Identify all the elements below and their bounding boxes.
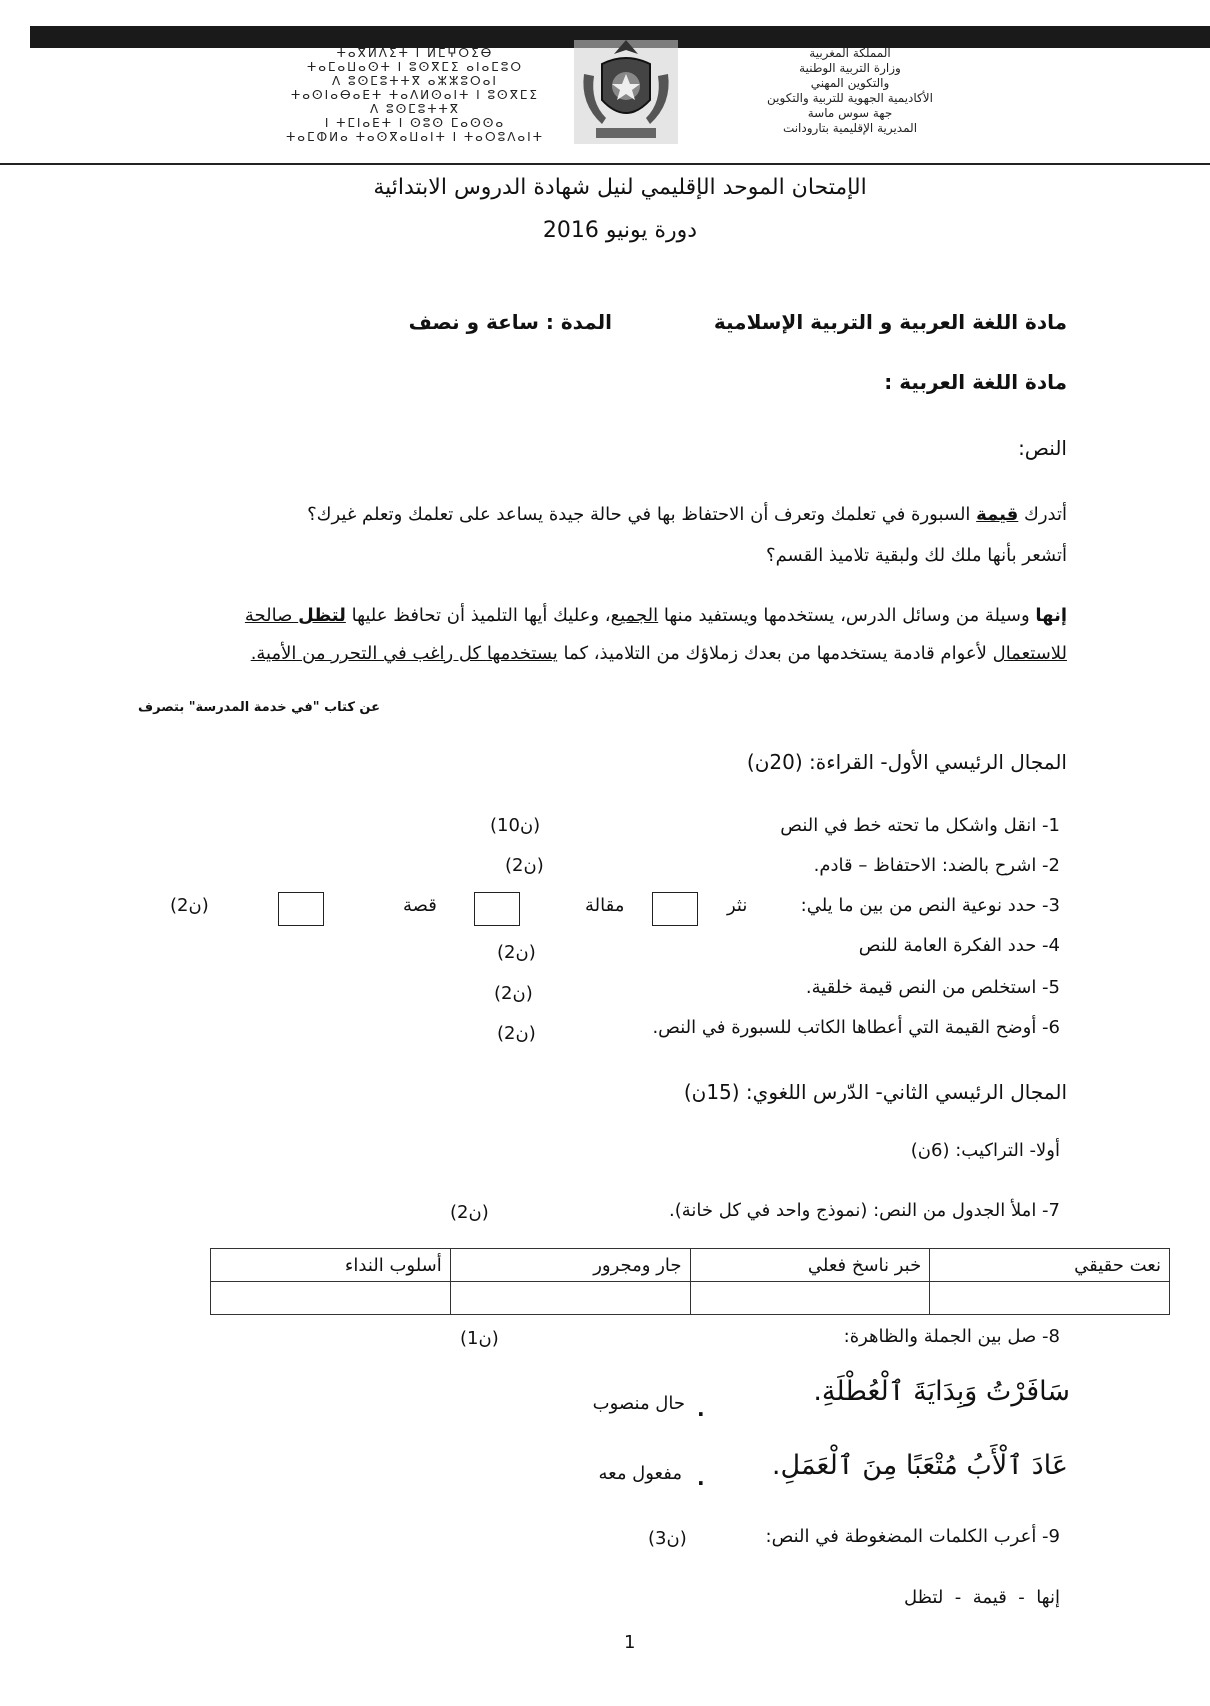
table-header-cell: جار ومجرور [450, 1249, 690, 1282]
passage-line [27, 504, 1067, 525]
match-dot[interactable]: . [697, 1397, 705, 1421]
tifinagh-line: ⴷ ⵓⵙⵎⵓⵜⵜⴳ [370, 102, 460, 116]
underlined-word: الجميع [610, 605, 659, 626]
passage-line [17, 643, 1067, 664]
passage-text: وسيلة من وسائل الدرس، يستخدمها ويستفيد منها [658, 605, 1036, 626]
question-9: 9- أعرب الكلمات المضغوطة في النص: [765, 1526, 1060, 1547]
page-number: 1 [624, 1632, 636, 1653]
underlined-word: للاستعمال [992, 643, 1067, 664]
bold-word: إنها [1035, 605, 1067, 626]
question-6: 6- أوضح القيمة التي أعطاها الكاتب للسبورة في النص. [652, 1017, 1060, 1038]
table-header-cell: أسلوب النداء [211, 1249, 451, 1282]
passage-line [17, 605, 1067, 626]
table-header-cell: نعت حقيقي [930, 1249, 1170, 1282]
table-header-cell: خبر ناسخ فعلي [690, 1249, 930, 1282]
option-label: نثر [727, 895, 748, 916]
table-header-row [211, 1249, 1170, 1282]
question-4: 4- حدد الفكرة العامة للنص [858, 935, 1060, 956]
passage-text: لأعوام قادمة يستخدمها من بعدك زملاؤك من التلاميذ، كما [557, 643, 993, 664]
answer-cell[interactable] [690, 1282, 930, 1315]
checkbox-story[interactable] [278, 892, 324, 926]
points: (2ن) [497, 1023, 536, 1044]
subject-line: مادة اللغة العربية و التربية الإسلامية [713, 310, 1067, 334]
answer-cell[interactable] [930, 1282, 1170, 1315]
points: (10ن) [490, 815, 541, 836]
tifinagh-line: ⵜⴰⵙⵏⴰⴱⴰⴹⵜ ⵜⴰⴷⵍⵙⴰⵏⵜ ⵏ ⵓⵙⴳⵎⵉ [291, 88, 539, 102]
checkbox-article[interactable] [474, 892, 520, 926]
points: (2ن) [494, 983, 533, 1004]
header-line: المديرية الإقليمية بتارودانت [782, 121, 918, 135]
passage-text: السبورة في تعلمك وتعرف أن الاحتفاظ بها في حالة جيدة يساعد على تعلمك وتعلم غيرك؟ [307, 504, 977, 525]
underlined-word: قيمة [976, 504, 1019, 525]
question-7: 7- املأ الجدول من النص: (نموذج واحد في كل خانة). [669, 1200, 1060, 1221]
header-line: الأكاديمية الجهوية للتربية والتكوين [767, 91, 933, 105]
points: (2ن) [497, 942, 536, 963]
option-label: مقالة [585, 895, 625, 916]
header-line: وزارة التربية الوطنية [799, 61, 901, 75]
tifinagh-header [280, 46, 550, 144]
subsection-heading: أولا- التراكيب: (6ن) [910, 1140, 1060, 1161]
points: (2ن) [450, 1202, 489, 1223]
section-heading: مادة اللغة العربية : [884, 370, 1067, 394]
match-dot[interactable]: . [697, 1466, 705, 1490]
text-label: النص: [1018, 436, 1067, 460]
header-line: جهة سوس ماسة [807, 106, 893, 120]
underlined-word: كل راغب في التحرر من الأمية. [250, 643, 487, 664]
answer-option: مفعول معه [598, 1463, 682, 1484]
tifinagh-line: ⴷ ⵓⵙⵎⵓⵜⵜⴳ ⴰⵣⵣⵓⵔⴰⵏ [332, 74, 498, 88]
duration: المدة : ساعة و نصف [408, 310, 612, 334]
sentence-2: عَادَ ٱلْأَبُ مُتْعَبًا مِنَ ٱلْعَمَلِ. [771, 1450, 1068, 1481]
question-1: 1- انقل واشكل ما تحته خط في النص [780, 815, 1060, 836]
exam-session: دورة يونيو 2016 [542, 218, 698, 243]
checkbox-prose[interactable] [652, 892, 698, 926]
header-line: المملكة المغربية [809, 46, 891, 60]
points: (2ن) [505, 855, 544, 876]
tifinagh-line: ⵜⴰⵎⴰⵡⴰⵙⵜ ⵏ ⵓⵙⴳⵎⵉ ⴰⵏⴰⵎⵓⵔ [306, 60, 523, 74]
table-row [211, 1282, 1170, 1315]
question-3: 3- حدد نوعية النص من بين ما يلي: [800, 895, 1060, 916]
passage-line: أتشعر بأنها ملك لك ولبقية تلاميذ القسم؟ [766, 545, 1067, 566]
option-label: قصة [403, 895, 437, 916]
words-to-parse: إنها - قيمة - لتظل [904, 1587, 1060, 1608]
sentence-1: سَافَرْتُ وَبِدَايَةَ ٱلْعُطْلَةِ. [813, 1376, 1070, 1407]
tifinagh-line: ⵜⴰⴳⵍⴷⵉⵜ ⵏ ⵍⵎⵖⵔⵉⴱ [336, 46, 494, 60]
tifinagh-line: ⵜⴰⵎⵀⵍⴰ ⵜⴰⵙⴳⴰⵡⴰⵏⵜ ⵏ ⵜⴰⵔⵓⴷⴰⵏⵜ [286, 130, 544, 144]
passage-text: أتدرك [1018, 504, 1067, 525]
header-divider [0, 163, 1210, 165]
underlined-word: يستخدمها [486, 643, 558, 664]
points: (1ن) [460, 1328, 499, 1349]
passage-text: ، وعليك أيها التلميذ أن تحافظ عليها [345, 605, 611, 626]
coat-of-arms-emblem [572, 34, 680, 150]
question-8: 8- صل بين الجملة والظاهرة: [843, 1326, 1060, 1347]
question-2: 2- اشرح بالضد: الاحتفاظ – قادم. [813, 855, 1060, 876]
exam-title: الإمتحان الموحد الإقليمي لنيل شهادة الدروس الابتدائية [373, 175, 867, 200]
answer-option: حال منصوب [592, 1393, 685, 1414]
arabic-header [705, 46, 995, 136]
language-heading: المجال الرئيسي الثاني- الدّرس اللغوي: (15ن) [683, 1080, 1067, 1104]
underlined-word: صالحة [244, 605, 299, 626]
underlined-word: لتظل [298, 605, 346, 626]
header-line: والتكوين المهني [810, 76, 890, 90]
reading-heading: المجال الرئيسي الأول- القراءة: (20ن) [746, 750, 1067, 774]
source-citation: عن كتاب "في خدمة المدرسة" بتصرف [138, 700, 380, 715]
answer-cell[interactable] [211, 1282, 451, 1315]
question-5: 5- استخلص من النص قيمة خلقية. [805, 977, 1060, 998]
answer-cell[interactable] [450, 1282, 690, 1315]
points: (2ن) [170, 895, 209, 916]
answer-table [210, 1248, 1170, 1315]
tifinagh-line: ⵏ ⵜⵎⵏⴰⴹⵜ ⵏ ⵙⵓⵙ ⵎⴰⵙⵙⴰ [324, 116, 506, 130]
points: (3ن) [648, 1528, 687, 1549]
